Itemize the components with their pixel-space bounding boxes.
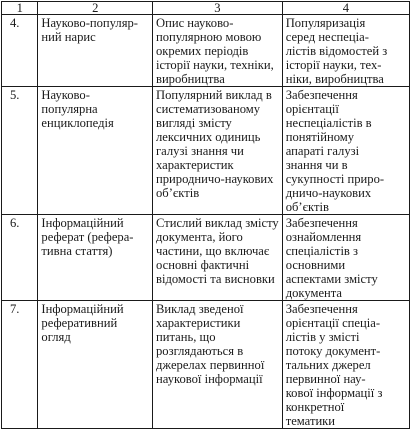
header-row — [2, 2, 410, 15]
row-content: Виклад зведеної характеристики питань, що розглядаються в джерелах первинної наукової інформації — [153, 301, 283, 429]
table-row — [2, 87, 410, 215]
header-col-1: 1 — [2, 2, 38, 15]
header-col-2: 2 — [38, 2, 153, 15]
row-purpose: Забезпечення ознайомлення спеціалістів з основними аспектами змісту документа — [282, 215, 409, 301]
row-content: Стислий виклад змісту документа, його частини, що включає основні фактичні відомості та висновки — [153, 215, 283, 301]
row-content: Опис науково- популярною мовою окремих періодів історії науки, техніки, виробництва — [153, 15, 283, 87]
row-name: Науково- популярна енциклопедія — [38, 87, 153, 215]
row-name: Науково-популяр- ний нарис — [38, 15, 153, 87]
row-purpose: Популяризація серед неспеціа- лістів відомостей з історії науки, тех- ніки, виробництва — [282, 15, 409, 87]
row-number: 4. — [2, 15, 38, 87]
header-col-3: 3 — [153, 2, 283, 15]
row-name: Інформаційний реферативний огляд — [38, 301, 153, 429]
row-number: 6. — [2, 215, 38, 301]
row-purpose: Забезпечення орієнтації спеціа- лістів у змісті потоку документ- тальних джерел первинної нау- кової інформації з конкретної тематики — [282, 301, 409, 429]
header-col-4: 4 — [282, 2, 409, 15]
document-table — [1, 1, 410, 429]
row-number: 5. — [2, 87, 38, 215]
table-row — [2, 301, 410, 429]
table-row — [2, 15, 410, 87]
row-content: Популярний виклад в систематизованому вигляді змісту лексичних одиниць галузі знання чи характеристик природничо-наукових об’єктів — [153, 87, 283, 215]
row-name: Інформаційний реферат (рефера- тивна стаття) — [38, 215, 153, 301]
row-purpose: Забезпечення орієнтації неспеціалістів в понятійному апараті галузі знання чи в сукупності приро- дничо-наукових об’єктів — [282, 87, 409, 215]
table-row — [2, 215, 410, 301]
row-number: 7. — [2, 301, 38, 429]
